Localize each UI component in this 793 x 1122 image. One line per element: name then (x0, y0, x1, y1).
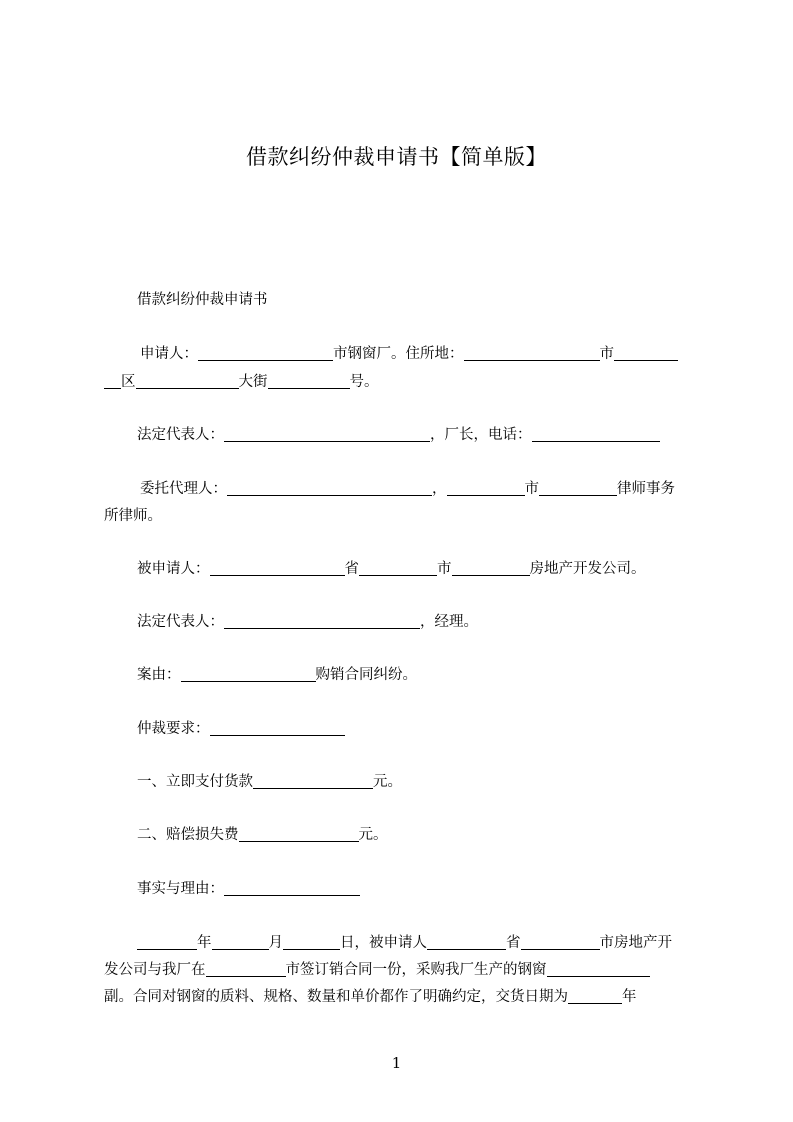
facts-year: 年 (622, 989, 637, 1005)
facts-month: 月 (268, 935, 283, 951)
legal-rep-line (137, 421, 733, 449)
blank-field (253, 770, 373, 789)
facts-text: 发公司与我厂在 (104, 962, 206, 978)
facts-body-line-3 (104, 983, 700, 1011)
item-2-unit: 元。 (358, 827, 388, 843)
applicant-number: 号。 (349, 374, 379, 390)
legal-rep2-text: ，经理。 (420, 614, 478, 630)
item-2-line (137, 821, 733, 849)
applicant-line-1 (140, 340, 700, 368)
applicant-street: 大街 (238, 374, 268, 390)
respondent-label: 被申请人： (137, 561, 210, 577)
facts-body-line-1 (137, 929, 700, 957)
legal-rep2-label: 法定代表人： (137, 614, 224, 630)
facts-text: 副。合同对钢窗的质料、规格、数量和单价都作了明确约定，交货日期为 (104, 989, 568, 1005)
agent-line-2: 所律师。 (104, 508, 162, 524)
facts-year: 年 (197, 935, 212, 951)
facts-body-line-2 (104, 956, 700, 984)
legal-rep2-line (137, 608, 733, 636)
legal-rep-text: ，厂长，电话： (430, 427, 532, 443)
blank-field (539, 477, 617, 496)
document-title: 借款纠纷仲裁申请书【简单版】 (246, 145, 547, 169)
item-1-line (137, 768, 733, 796)
blank-field (212, 931, 269, 950)
applicant-line-2 (104, 368, 700, 396)
blank-field (447, 477, 525, 496)
blank-field (224, 610, 420, 629)
respondent-company: 房地产开发公司。 (529, 561, 646, 577)
blank-field (427, 931, 506, 950)
blank-field (104, 370, 121, 389)
request-line (137, 715, 733, 743)
agent-comma: ， (432, 481, 447, 497)
facts-label: 事实与理由： (137, 881, 224, 897)
blank-field (239, 823, 359, 842)
blank-field (547, 958, 650, 977)
blank-field (464, 342, 600, 361)
facts-text: 市签订销合同一份，采购我厂生产的钢窗 (285, 962, 547, 978)
respondent-city: 市 (437, 561, 452, 577)
blank-field (181, 663, 316, 682)
item-2-text: 二、赔偿损失费 (137, 827, 239, 843)
blank-field (227, 477, 432, 496)
blank-field (452, 557, 530, 576)
blank-field (210, 717, 345, 736)
facts-company: 市房地产开 (599, 935, 672, 951)
applicant-text: 市钢窗厂。住所地： (333, 346, 464, 362)
page-number: 1 (391, 1054, 402, 1072)
blank-field (210, 557, 345, 576)
blank-field (614, 342, 678, 361)
request-label: 仲裁要求： (137, 721, 210, 737)
blank-field (137, 931, 197, 950)
agent-label: 委托代理人： (140, 481, 227, 497)
blank-field (283, 931, 340, 950)
blank-field (198, 342, 333, 361)
legal-rep-label: 法定代表人： (137, 427, 224, 443)
blank-field (359, 557, 437, 576)
blank-field (206, 958, 286, 977)
blank-field (136, 370, 239, 389)
applicant-city: 市 (599, 346, 614, 362)
applicant-district: 区 (121, 374, 136, 390)
cause-line (137, 661, 733, 689)
cause-label: 案由： (137, 667, 181, 683)
facts-line (137, 875, 733, 903)
blank-field (268, 370, 350, 389)
blank-field (568, 985, 622, 1004)
respondent-line (137, 555, 733, 583)
blank-field (532, 423, 660, 442)
facts-day: 日，被申请人 (340, 935, 427, 951)
blank-field (224, 877, 360, 896)
facts-province: 省 (506, 935, 521, 951)
cause-text: 购销合同纠纷。 (315, 667, 417, 683)
blank-field (521, 931, 600, 950)
item-1-unit: 元。 (373, 774, 402, 790)
applicant-label: 申请人： (140, 346, 198, 362)
blank-field (224, 423, 430, 442)
agent-city: 市 (524, 481, 539, 497)
item-1-text: 一、立即支付货款 (137, 774, 253, 790)
respondent-province: 省 (344, 561, 359, 577)
section-heading: 借款纠纷仲裁申请书 (137, 292, 268, 308)
agent-line-1 (140, 475, 700, 503)
agent-firm: 律师事务 (617, 481, 675, 497)
